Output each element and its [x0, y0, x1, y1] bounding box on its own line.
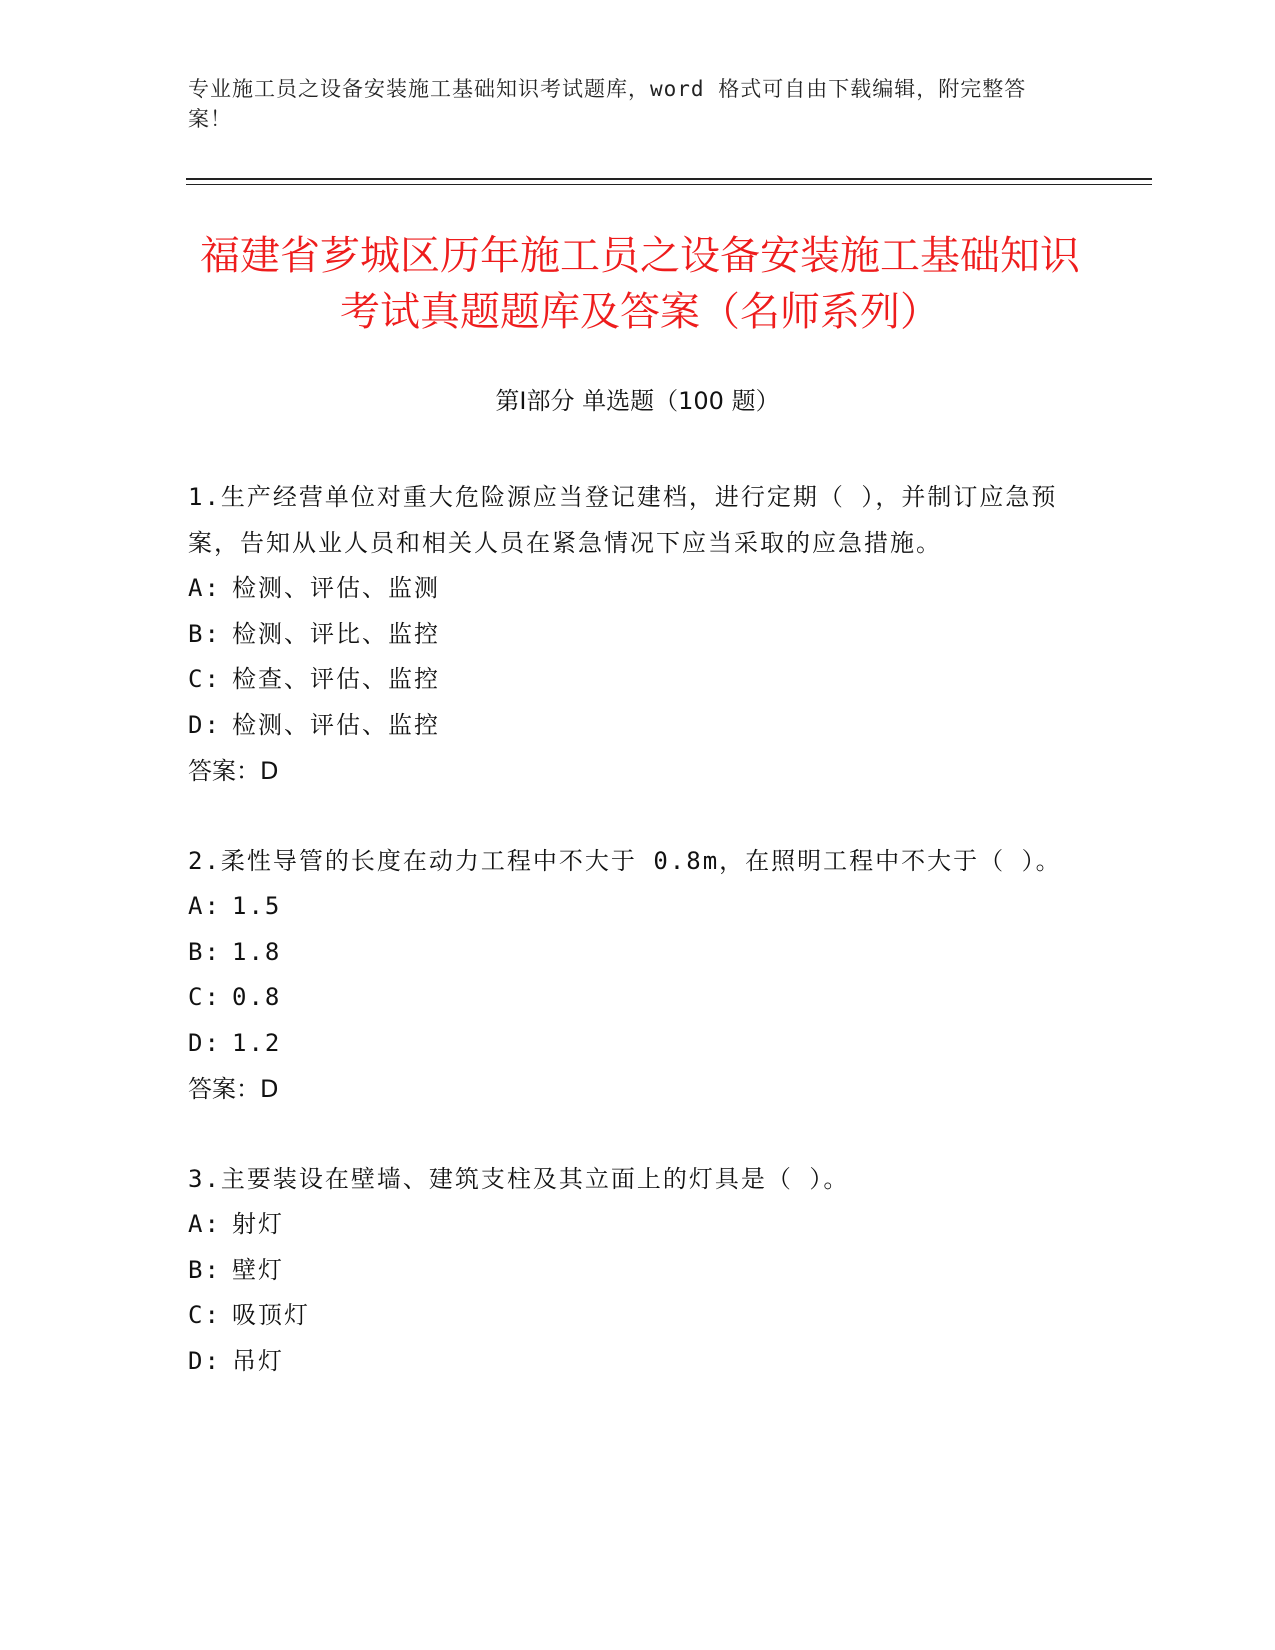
option-text: 1.5 — [232, 892, 282, 920]
option-a — [188, 566, 1068, 612]
option-text: 1.2 — [232, 1028, 282, 1057]
option-d — [188, 1339, 1068, 1385]
option-text: 检测、评估、监控 — [232, 710, 440, 739]
option-text: 壁灯 — [232, 1255, 284, 1284]
option-key: D: — [188, 1028, 221, 1057]
option-key: C: — [188, 983, 221, 1011]
option-text: 1.8 — [232, 937, 282, 966]
option-text: 射灯 — [232, 1210, 284, 1238]
option-key: D: — [188, 1346, 221, 1375]
option-c — [188, 1293, 1068, 1339]
question-stem: 3.主要装设在壁墙、建筑支柱及其立面上的灯具是（ ）。 — [188, 1165, 850, 1193]
question-2 — [188, 838, 1068, 1112]
option-c — [188, 975, 1068, 1021]
option-key: C: — [188, 1301, 221, 1329]
question-3 — [188, 1156, 1068, 1384]
option-text: 检查、评估、监控 — [232, 665, 440, 693]
question-list — [188, 474, 1068, 1428]
option-key: A: — [188, 892, 221, 920]
option-text: 检测、评估、监测 — [232, 574, 440, 602]
option-key: D: — [188, 710, 221, 739]
option-key: B: — [188, 937, 221, 966]
option-d — [188, 1021, 1068, 1067]
option-b — [188, 930, 1068, 976]
option-text: 吸顶灯 — [232, 1301, 310, 1329]
option-b — [188, 1248, 1068, 1294]
section-heading: 第Ⅰ部分 单选题（100 题） — [495, 387, 780, 415]
option-key: B: — [188, 1255, 221, 1284]
header-divider-thin — [186, 184, 1152, 185]
answer-line: 答案：D — [188, 1075, 279, 1103]
answer-line: 答案：D — [188, 757, 279, 785]
option-key: A: — [188, 574, 221, 602]
question-stem: 1.生产经营单位对重大危险源应当登记建档，进行定期（ ），并制订应急预案，告知从业人员和相关人员在紧急情况下应当采取的应急措施。 — [188, 483, 1058, 557]
option-d — [188, 703, 1068, 749]
question-stem: 2.柔性导管的长度在动力工程中不大于 0.8m，在照明工程中不大于（ ）。 — [188, 847, 1062, 875]
option-text: 检测、评比、监控 — [232, 619, 440, 648]
option-text: 吊灯 — [232, 1346, 284, 1375]
option-c — [188, 657, 1068, 703]
option-key: B: — [188, 619, 221, 648]
option-a — [188, 1202, 1068, 1248]
document-title: 福建省芗城区历年施工员之设备安装施工基础知识考试真题题库及答案（名师系列） — [200, 233, 1080, 335]
header-divider-thick — [186, 178, 1152, 180]
option-key: C: — [188, 665, 221, 693]
option-key: A: — [188, 1210, 221, 1238]
header-note: 专业施工员之设备安装施工基础知识考试题库，word 格式可自由下载编辑，附完整答案！ — [188, 77, 1027, 131]
option-text: 0.8 — [232, 983, 282, 1011]
question-1 — [188, 474, 1068, 794]
option-a — [188, 884, 1068, 930]
option-b — [188, 612, 1068, 658]
